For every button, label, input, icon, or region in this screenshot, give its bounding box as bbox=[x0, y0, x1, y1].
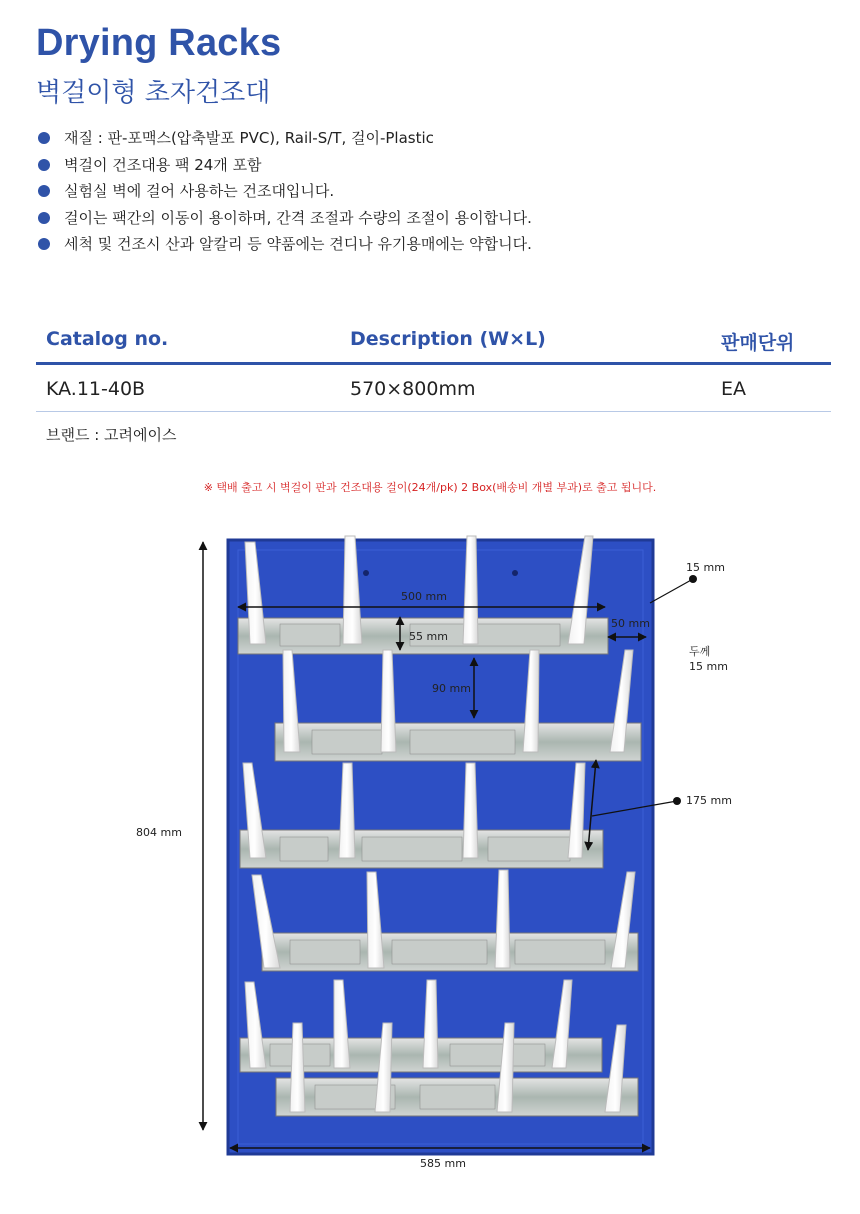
bullet-dot-icon bbox=[38, 238, 50, 250]
feature-item bbox=[36, 206, 532, 233]
dim-thickness-value: 15 mm bbox=[689, 660, 728, 673]
dim-edge: 15 mm bbox=[686, 561, 725, 574]
bullet-dot-icon bbox=[38, 212, 50, 224]
cell-unit: EA bbox=[721, 378, 747, 400]
page-subtitle: 벽걸이형 초자건조대 bbox=[36, 78, 271, 108]
cell-description: 570×800mm bbox=[350, 378, 476, 400]
feature-item bbox=[36, 232, 532, 259]
feature-item bbox=[36, 153, 532, 180]
header-unit: 판매단위 bbox=[721, 332, 795, 354]
feature-item bbox=[36, 126, 532, 153]
dim-thickness-label: 두께 bbox=[689, 645, 711, 658]
header-catalog-no: Catalog no. bbox=[46, 328, 169, 350]
dim-rail-height: 55 mm bbox=[409, 630, 448, 643]
mount-hole bbox=[512, 570, 518, 576]
feature-text: 실험실 벽에 걸어 사용하는 건조대입니다. bbox=[64, 182, 335, 201]
feature-text: 세척 및 건조시 산과 알칼리 등 약품에는 견디나 유기용매에는 약합니다. bbox=[64, 235, 532, 254]
dim-width: 585 mm bbox=[420, 1157, 466, 1170]
feature-item bbox=[36, 179, 532, 206]
dim-height: 804 mm bbox=[136, 826, 182, 839]
bullet-dot-icon bbox=[38, 185, 50, 197]
bullet-dot-icon bbox=[38, 132, 50, 144]
dim-peg-length: 175 mm bbox=[686, 794, 732, 807]
feature-text: 재질 : 판-포맥스(압축발포 PVC), Rail-S/T, 걸이-Plastic bbox=[64, 129, 434, 147]
dim-side-margin: 50 mm bbox=[611, 617, 650, 630]
table-header bbox=[36, 318, 831, 365]
table-row bbox=[36, 365, 831, 412]
rack-diagram bbox=[0, 520, 860, 1180]
cell-catalog-no: KA.11-40B bbox=[46, 378, 146, 400]
dim-width-inner: 500 mm bbox=[401, 590, 447, 603]
dim-rail-gap: 90 mm bbox=[432, 682, 471, 695]
mount-hole bbox=[363, 570, 369, 576]
header-description: Description (W×L) bbox=[350, 328, 546, 350]
bullet-dot-icon bbox=[38, 159, 50, 171]
shipping-notice: ※ 택배 출고 시 벽걸이 판과 건조대용 걸이(24개/pk) 2 Box(배송비 개별 부과)로 출고 됩니다. bbox=[203, 481, 657, 494]
feature-text: 벽걸이 건조대용 팩 24개 포함 bbox=[64, 155, 262, 174]
catalog-table bbox=[36, 318, 831, 412]
feature-text: 걸이는 팩간의 이동이 용이하며, 간격 조절과 수량의 조절이 용이합니다. bbox=[64, 208, 532, 227]
brand-label: 브랜드 : 고려에이스 bbox=[46, 426, 177, 444]
page-title: Drying Racks bbox=[36, 22, 282, 64]
feature-list bbox=[36, 126, 532, 259]
